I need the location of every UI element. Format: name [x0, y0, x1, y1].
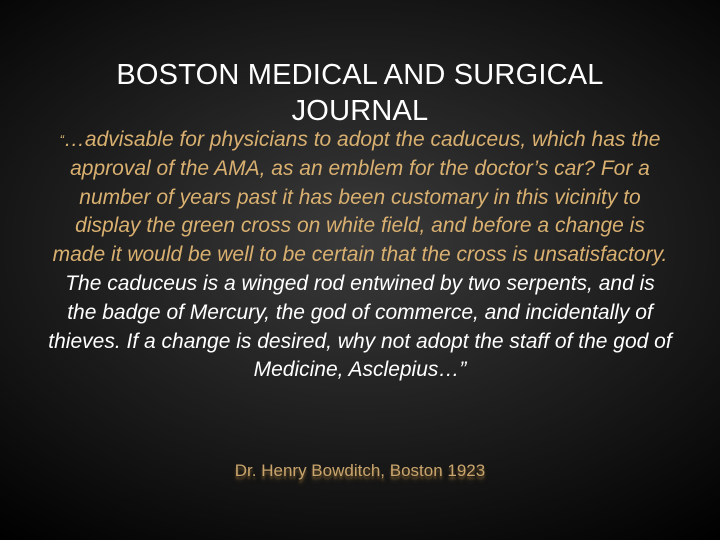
quote-text: [48, 126, 672, 385]
quote-open-mark: “: [59, 132, 64, 147]
quote-white-segment: The caduceus is a winged rod entwined by two serpents, and is the badge of Mercury, the god of commerce, and incidentally of thieves. If a change is desired, why not adopt the staff of the god of Medicine, Asclepius…”: [48, 271, 672, 382]
slide-title: BOSTON MEDICAL AND SURGICAL JOURNAL: [116, 59, 604, 128]
quote-attribution: Dr. Henry Bowditch, Boston 1923: [234, 461, 486, 480]
quote-gold-segment: …advisable for physicians to adopt the caduceus, which has the approval of the AMA, as an emblem for the doctor’s car? For a number of years past it has been customary in this vicinity to display the green cross on white field, and before a change is made it would be well to be certain that the cross is unsatisfactory.: [52, 128, 668, 267]
